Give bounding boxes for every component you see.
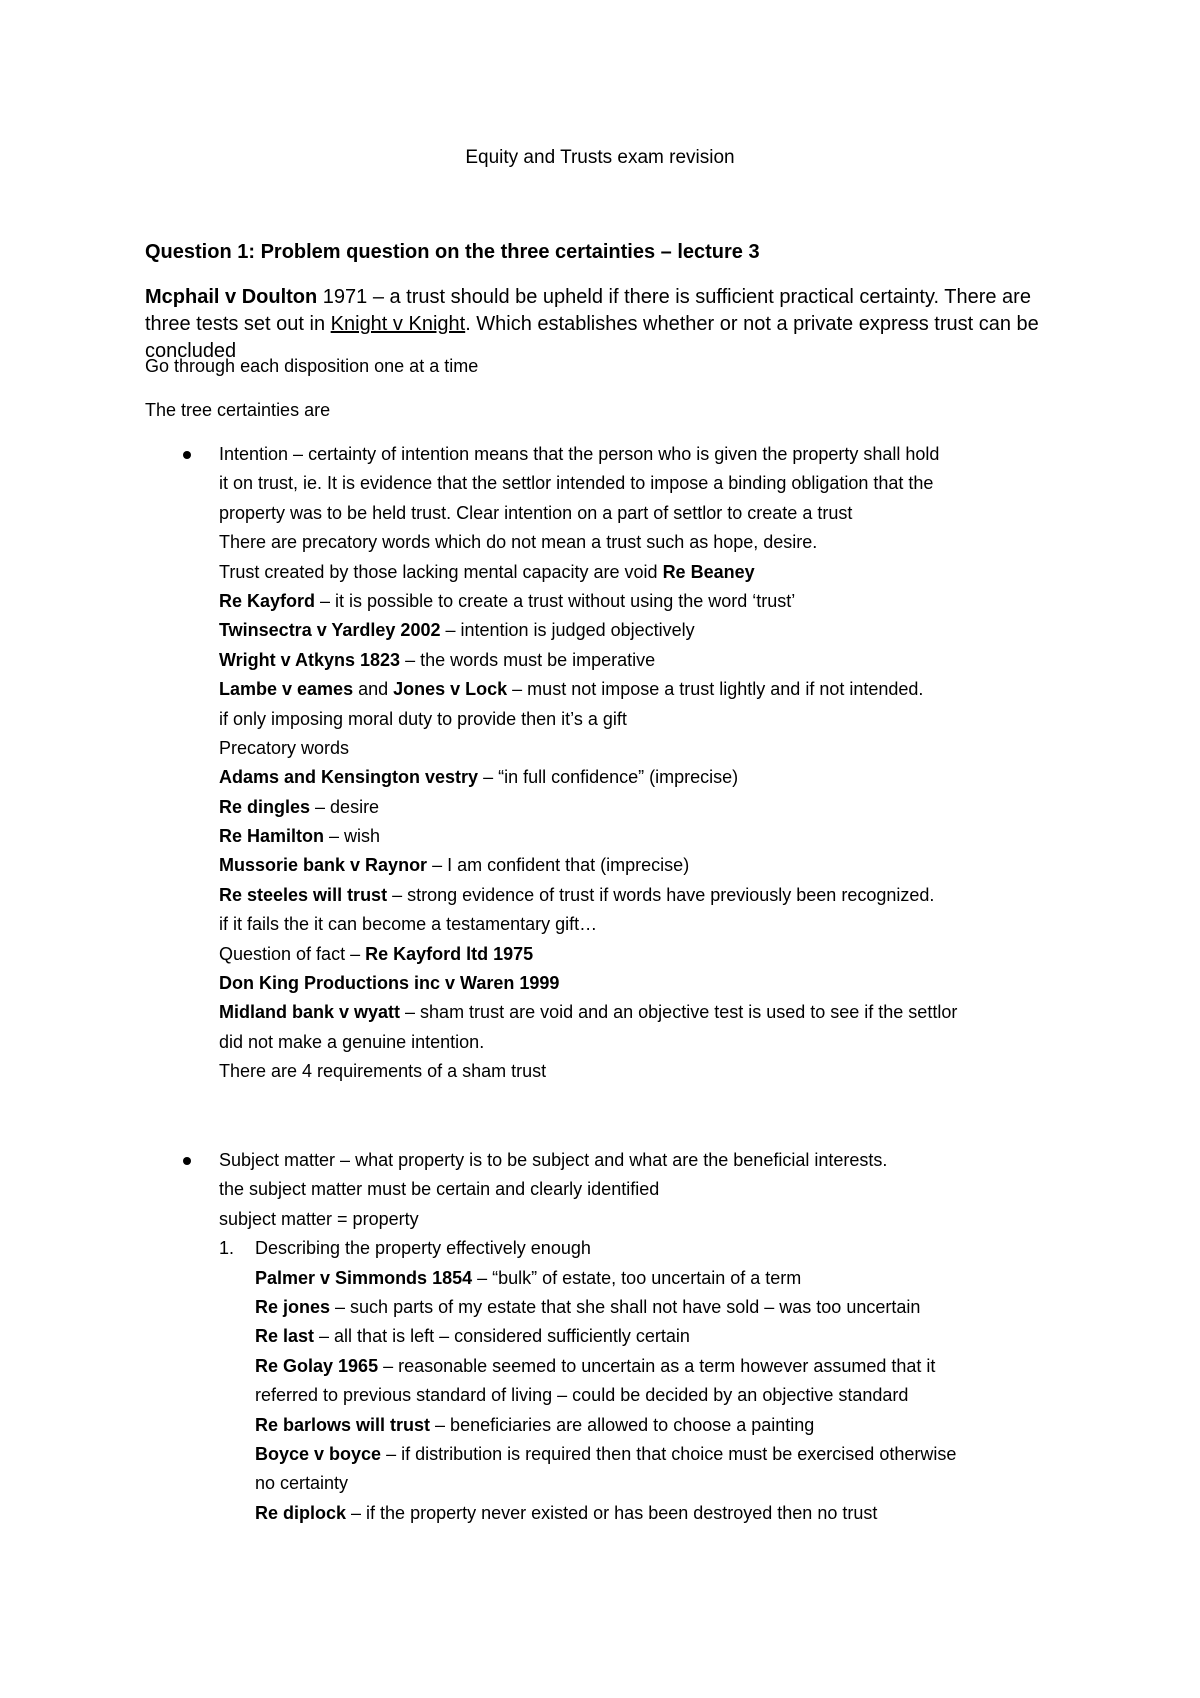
case-name: Re last (255, 1326, 315, 1347)
document-title: Equity and Trusts exam revision (465, 147, 735, 168)
text-line: Re steeles will trust – strong evidence of trust if words have previously been recognized. (219, 884, 935, 905)
text-line: no certainty (255, 1473, 349, 1494)
text-line: Re jones – such parts of my estate that she shall not have sold – was too uncertain (255, 1296, 921, 1317)
text-line: Subject matter – what property is to be subject and what are the beneficial interests. (219, 1150, 888, 1170)
text-line: There are 4 requirements of a sham trust (219, 1061, 547, 1082)
text-line (219, 969, 1079, 998)
instruction-line: Go through each disposition one at a time (145, 356, 479, 376)
case-name: Wright v Atkyns 1823 (219, 649, 401, 670)
case-name: Re Beaney (662, 561, 755, 582)
text-line: Re Kayford – it is possible to create a trust without using the word ‘trust’ (219, 590, 796, 611)
case-name: Twinsectra v Yardley 2002 (219, 620, 441, 641)
question-heading: Question 1: Problem question on the three certainties – lecture 3 (145, 241, 760, 263)
case-name: Re Golay 1965 (255, 1355, 379, 1376)
text-line: Lambe v eames and Jones v Lock – must not impose a trust lightly and if not intended. (219, 679, 924, 700)
case-name: Re diplock (255, 1502, 347, 1523)
case-name: Re Kayford ltd 1975 (365, 943, 534, 964)
text-line: referred to previous standard of living – could be decided by an objective standard (255, 1385, 909, 1406)
text-line: Re barlows will trust – beneficiaries are allowed to choose a painting (255, 1414, 815, 1435)
numbered-item-text: Describing the property effectively enough (255, 1238, 591, 1259)
text-line: Re Golay 1965 – reasonable seemed to uncertain as a term however assumed that it (255, 1355, 936, 1376)
text-line: Midland bank v wyatt – sham trust are void and an objective test is used to see if the settlor (219, 1002, 958, 1023)
text-line: Boyce v boyce – if distribution is required then that choice must be exercised otherwise (255, 1443, 957, 1464)
intro-text: 1971 – a trust should be upheld if there is sufficient practical certainty. There are three tests set out in (145, 286, 1031, 335)
case-name: Mussorie bank v Raynor (219, 855, 428, 876)
intention-section (219, 440, 1079, 1087)
bullet-icon (183, 451, 191, 459)
text-line: Re Hamilton – wish (219, 826, 381, 847)
text-line: Intention – certainty of intention means that the person who is given the property shall hold (219, 444, 940, 464)
case-name: Midland bank v wyatt (219, 1002, 401, 1023)
case-name: Re jones (255, 1296, 331, 1317)
text-line: Mussorie bank v Raynor – I am confident that (imprecise) (219, 855, 690, 876)
list-number: 1. (219, 1238, 235, 1259)
numbered-item (219, 1234, 1079, 1263)
certainties-intro-line: The tree certainties are (145, 400, 331, 420)
text-line: it on trust, ie. It is evidence that the settlor intended to impose a binding obligation that the (219, 473, 934, 494)
text-line: property was to be held trust. Clear intention on a part of settlor to create a trust (219, 502, 853, 523)
text-line: Re diplock – if the property never existed or has been destroyed then no trust (255, 1502, 878, 1523)
text-line: Twinsectra v Yardley 2002 – intention is judged objectively (219, 620, 695, 641)
text-line: Adams and Kensington vestry – “in full confidence” (imprecise) (219, 767, 739, 788)
text-line: There are precatory words which do not mean a trust such as hope, desire. (219, 532, 818, 553)
intro-text: . Which establishes whether or not a private express trust can be concluded (145, 313, 1039, 362)
text-line: Trust created by those lacking mental capacity are void Re Beaney (219, 561, 755, 582)
case-name: Re dingles (219, 796, 311, 817)
text-line: the subject matter must be certain and clearly identified (219, 1179, 660, 1200)
text-line: Question of fact – Re Kayford ltd 1975 (219, 943, 534, 964)
text-line: Re last – all that is left – considered sufficiently certain (255, 1326, 690, 1347)
text-line: Palmer v Simmonds 1854 – “bulk” of estate, too uncertain of a term (255, 1267, 802, 1288)
case-name: Re Hamilton (219, 826, 325, 847)
text-line: subject matter = property (219, 1208, 419, 1229)
text-line: if only imposing moral duty to provide then it’s a gift (219, 708, 627, 729)
text-line: if it fails the it can become a testamentary gift… (219, 914, 598, 935)
text-line: Wright v Atkyns 1823 – the words must be imperative (219, 649, 656, 670)
case-name: Palmer v Simmonds 1854 (255, 1267, 473, 1288)
case-name: Adams and Kensington vestry (219, 767, 479, 788)
bullet-icon (183, 1157, 191, 1165)
case-reference-underlined: Knight v Knight (330, 313, 466, 335)
case-name: Jones v Lock (393, 679, 508, 700)
case-name: Mcphail v Doulton (145, 286, 318, 308)
case-name: Boyce v boyce (255, 1443, 382, 1464)
case-name: Lambe v eames (219, 679, 354, 700)
text-line: Precatory words (219, 737, 350, 758)
case-name: Re Kayford (219, 590, 316, 611)
subject-matter-section (219, 1146, 1079, 1528)
text-line: Re dingles – desire (219, 796, 380, 817)
case-name: Re barlows will trust (255, 1414, 431, 1435)
case-name: Re steeles will trust (219, 884, 388, 905)
text-line: did not make a genuine intention. (219, 1031, 485, 1052)
case-name: Don King Productions inc v Waren 1999 (219, 973, 560, 994)
intro-paragraph (145, 284, 1065, 365)
